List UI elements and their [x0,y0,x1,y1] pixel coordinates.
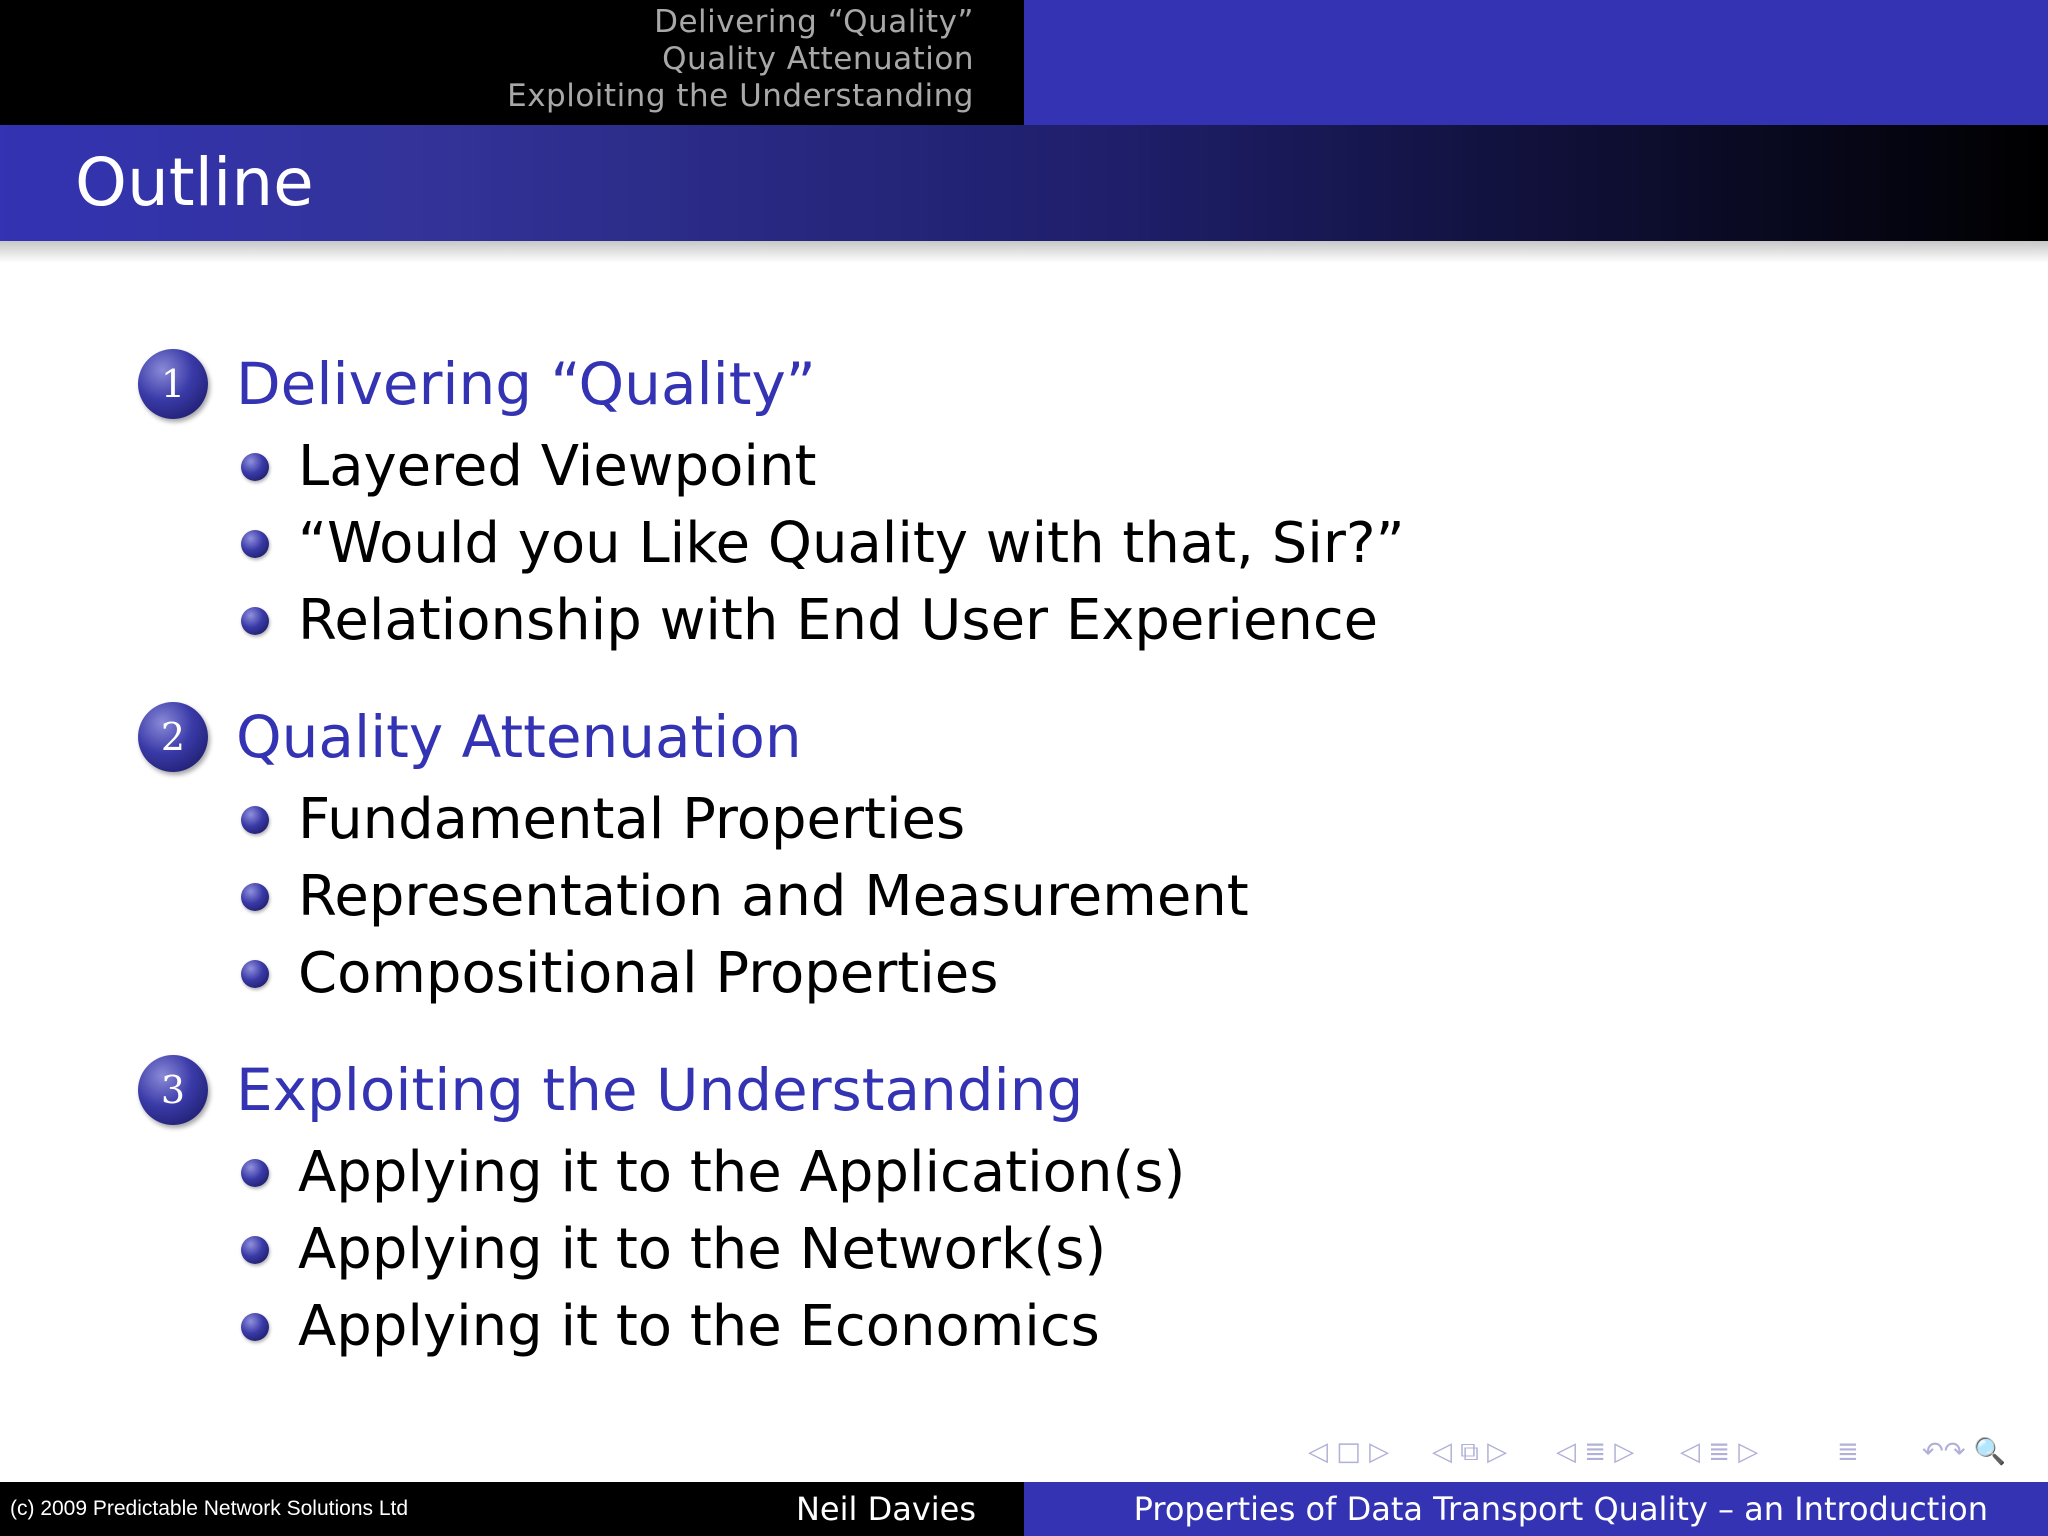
list-item [0,858,2048,935]
section-heading [0,693,2048,781]
subsection-economics[interactable]: Applying it to the Economics [298,1294,1100,1359]
footline-right [1024,1482,2048,1536]
list-item [0,781,2048,858]
search-back-forward-icon[interactable]: ↶↷ 🔍 [1922,1437,2007,1467]
section-number-ball: 3 [138,1055,208,1125]
section-navigation [507,4,974,115]
subsection-application[interactable]: Applying it to the Application(s) [298,1140,1186,1205]
nav-section-quality-attenuation[interactable]: Quality Attenuation [662,41,974,77]
headline-right [1024,0,2048,125]
list-item [0,935,2048,1012]
author-name: Neil Davies [795,1490,976,1528]
list-item [0,1288,2048,1365]
headline-left [0,0,1024,125]
subsection-would-you-like-quality[interactable]: “Would you Like Quality with that, Sir?” [298,511,1405,576]
copyright-text: (c) 2009 Predictable Network Solutions Ltd [10,1497,409,1520]
bullet-icon [241,1313,269,1341]
bullet-icon [241,453,269,481]
footline-left [0,1482,1024,1536]
align-icon[interactable]: ≣ [1837,1437,1859,1467]
section-heading [0,340,2048,428]
bullet-icon [241,1159,269,1187]
outline-section-2 [0,693,2048,1012]
bullet-icon [241,883,269,911]
section-nav-icon[interactable]: ◁ ≣ ▷ [1556,1437,1635,1467]
list-item [0,1211,2048,1288]
section-number-ball: 2 [138,702,208,772]
outline-section-1 [0,340,2048,659]
subsection-compositional-properties[interactable]: Compositional Properties [298,941,999,1006]
bullet-icon [241,607,269,635]
subsection-representation-measurement[interactable]: Representation and Measurement [298,864,1249,929]
outline-section-3 [0,1046,2048,1365]
headline [0,0,2048,125]
frame-nav-icon[interactable]: ◁ □ ▷ [1308,1437,1390,1467]
nav-section-exploiting[interactable]: Exploiting the Understanding [507,78,974,114]
list-item [0,428,2048,505]
subsection-nav-icon[interactable]: ◁ ⧉ ▷ [1432,1437,1508,1467]
section-title-exploiting[interactable]: Exploiting the Understanding [236,1056,1084,1124]
subsection-layered-viewpoint[interactable]: Layered Viewpoint [298,434,817,499]
section-number-ball: 1 [138,349,208,419]
section-heading [0,1046,2048,1134]
list-item [0,1134,2048,1211]
frame-title-bar [0,125,2048,241]
bullet-icon [241,1236,269,1264]
bullet-icon [241,960,269,988]
subsection-list-nav-icon[interactable]: ◁ ≣ ▷ [1680,1437,1759,1467]
subsection-network[interactable]: Applying it to the Network(s) [298,1217,1107,1282]
navigation-symbols [1300,1432,2040,1472]
footline [0,1482,2048,1536]
frame-title: Outline [75,144,314,221]
bullet-icon [241,530,269,558]
nav-section-delivering-quality[interactable]: Delivering “Quality” [654,4,974,40]
outline-list [0,340,2048,1399]
subsection-fundamental-properties[interactable]: Fundamental Properties [298,787,966,852]
subsection-end-user-experience[interactable]: Relationship with End User Experience [298,588,1379,653]
section-title-quality-attenuation[interactable]: Quality Attenuation [236,703,802,771]
presentation-title: Properties of Data Transport Quality – an Introduction [1133,1490,1988,1528]
section-title-delivering-quality[interactable]: Delivering “Quality” [236,350,816,418]
title-shadow [0,241,2048,263]
bullet-icon [241,806,269,834]
list-item [0,505,2048,582]
list-item [0,582,2048,659]
